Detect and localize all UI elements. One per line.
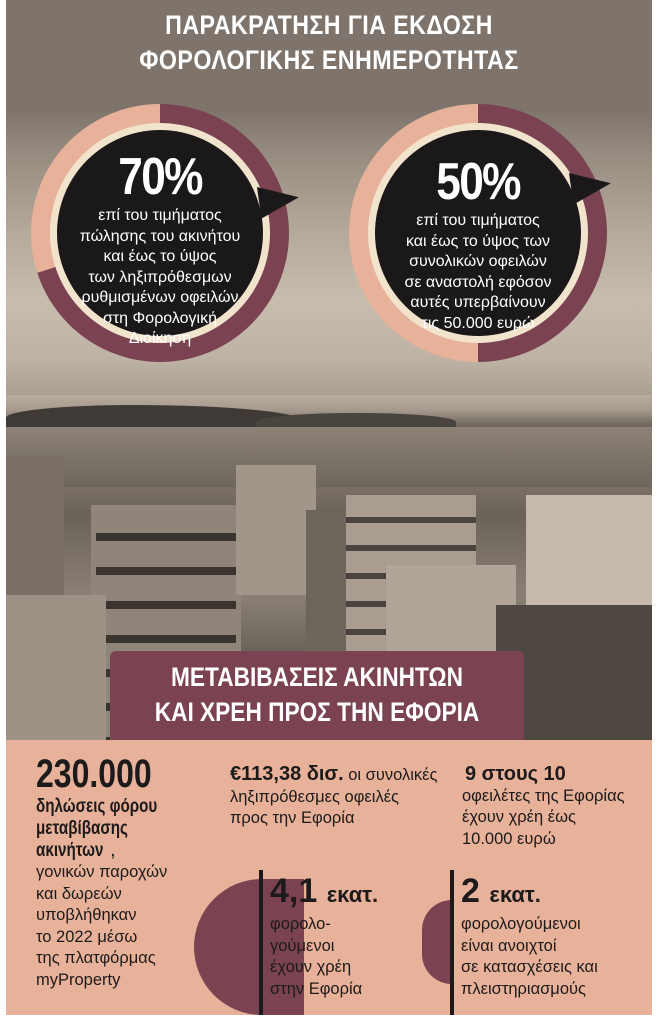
desc-line: myProperty <box>36 970 121 989</box>
stat-number: 4,1 <box>270 872 318 910</box>
desc-line: πώλησης του ακινήτου <box>79 227 241 245</box>
stat-unit: εκατ. <box>489 882 541 907</box>
donut-chart-50 <box>349 104 607 362</box>
desc-line: έχουν χρέη <box>270 958 352 976</box>
banner-line-1: ΜΕΤΑΒΙΒΑΣΕΙΣ ΑΚΙΝΗΤΩΝ <box>171 662 463 692</box>
section-banner <box>110 651 524 741</box>
desc-line: και δωρεών <box>36 884 122 903</box>
banner-line-2: ΚΑΙ ΧΡΕΗ ΠΡΟΣ ΤΗΝ ΕΦΟΡΙΑ <box>154 697 480 727</box>
banner-title <box>143 660 491 730</box>
desc-line: σε αναστολή εφόσον <box>404 273 552 291</box>
building <box>6 595 106 740</box>
desc-line: υποβλήθηκαν <box>36 906 137 924</box>
stat-overdue <box>230 764 440 830</box>
stat-inline-text: οι συνολικές <box>343 766 438 784</box>
desc-line: οφειλέτες της Εφορίας <box>462 786 625 805</box>
desc-line: τις 50.000 ευρώ <box>421 314 535 332</box>
stats-panel <box>6 740 652 1015</box>
stat-number: 2 <box>461 872 480 910</box>
divider <box>259 870 263 1015</box>
desc-line: Διοίκηση <box>128 330 192 347</box>
desc-line: στην Εφορία <box>270 979 363 998</box>
stat-number: 230.000 <box>36 752 152 796</box>
desc-line: γονικών παροχών <box>36 863 168 881</box>
bold-line: μεταβίβασης <box>36 818 128 839</box>
skyline <box>6 427 652 487</box>
stat-taxpayers-debt <box>270 872 440 1000</box>
donut-chart-70 <box>31 104 289 362</box>
desc-line: φορολο- <box>270 915 331 933</box>
donut-description <box>31 206 289 350</box>
stat-number: €113,38 δισ. <box>230 763 344 785</box>
desc-line: συνολικών οφειλών <box>409 253 547 270</box>
desc-line: της πλατφόρμας <box>36 949 156 967</box>
building <box>6 455 64 615</box>
desc-line: ρυθμισμένων οφειλών <box>81 289 239 306</box>
desc-line: των ληξιπρόθεσμων <box>88 268 232 286</box>
page-title <box>51 8 607 78</box>
title-line-2: ΦΟΡΟΛΟΓΙΚΗΣ ΕΝΗΜΕΡΟΤΗΤΑΣ <box>139 45 519 75</box>
stat-unit: εκατ. <box>326 882 379 907</box>
donut-value: 70% <box>118 148 202 206</box>
desc-line: 10.000 ευρώ <box>462 829 556 848</box>
desc-line: το 2022 μέσω <box>36 927 138 946</box>
donut-value: 50% <box>436 153 520 211</box>
desc-line: επί του τιμήματος <box>98 207 222 224</box>
donut-description <box>349 211 607 334</box>
desc-line: στη Φορολογική <box>102 309 217 327</box>
desc-line: και έως το ύψος <box>103 248 217 265</box>
stat-number: 9 στους 10 <box>465 763 566 785</box>
desc-line: αυτές υπερβαίνουν <box>410 294 546 311</box>
building <box>526 495 652 605</box>
stat-description <box>36 862 226 991</box>
desc-line: σε κατασχέσεις και <box>461 958 598 976</box>
desc-line: φορολογούμενοι <box>461 915 581 933</box>
building <box>236 465 316 595</box>
desc-line: και έως το ύψος των <box>405 232 551 250</box>
desc-line: επί του τιμήματος <box>416 212 540 229</box>
bold-line: δηλώσεις φόρου <box>36 796 158 817</box>
desc-line: είναι ανοιχτοί <box>461 936 557 955</box>
desc-line: προς την Εφορία <box>230 809 355 827</box>
stat-taxpayers-exposed <box>461 872 651 1000</box>
desc-line: έχουν χρέη έως <box>462 808 576 826</box>
comma: , <box>110 840 116 861</box>
stat-declarations <box>36 754 226 991</box>
bold-line: ακινήτων <box>36 840 104 861</box>
desc-line: γούμενοι <box>270 936 335 955</box>
title-line-1: ΠΑΡΑΚΡΑΤΗΣΗ ΓΙΑ ΕΚΔΟΣΗ <box>165 10 493 40</box>
infographic <box>6 0 652 1015</box>
stat-ratio <box>462 764 642 850</box>
desc-line: πλειστηριασμούς <box>461 979 586 998</box>
divider <box>450 870 454 1015</box>
desc-line: ληξιπρόθεσμες οφειλές <box>230 787 399 806</box>
